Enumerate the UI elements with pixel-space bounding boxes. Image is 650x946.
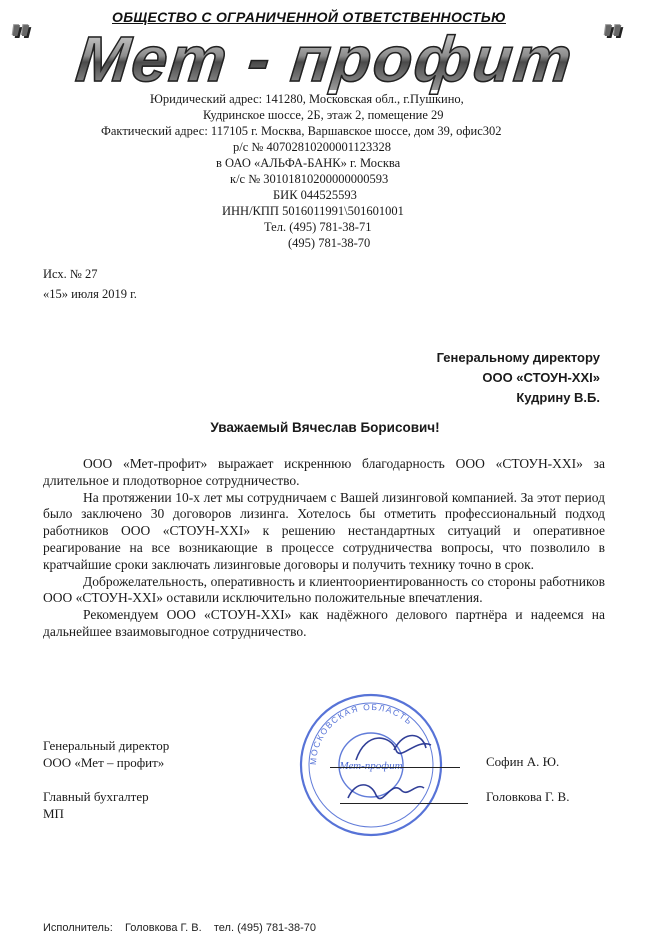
accountant-name: Головкова Г. В. (486, 789, 570, 804)
executor-phone: тел. (495) 781-38-70 (213, 922, 316, 934)
director-company: ООО «Мет – профит» (43, 755, 165, 770)
executor-label: Исполнитель: (43, 922, 113, 934)
org-form-title: ОБЩЕСТВО С ОГРАНИЧЕННОЙ ОТВЕТСТВЕННОСТЬЮ (112, 9, 506, 25)
executor-line (43, 922, 316, 934)
logo-quote-left: " (8, 16, 29, 65)
bik: БИК 044525593 (273, 188, 357, 202)
recipient-company: ООО «СТОУН-XXI» (482, 370, 600, 385)
bank-account: р/с № 40702810200001123328 (233, 140, 391, 154)
paragraph: ООО «Мет-профит» выражает искреннюю благодарность ООО «СТОУН-XXI» за длительное и плодотворное сотрудничество. (43, 456, 605, 488)
paragraph: Рекомендуем ООО «СТОУН-XXI» как надёжного делового партнёра и надеемся на дальнейшее взаимовыгодное сотрудничество. (43, 607, 605, 639)
letter-body (43, 456, 605, 641)
outgoing-number: Исх. № 27 (43, 267, 98, 281)
svg-text:МОСКОВСКАЯ ОБЛАСТЬ (308, 702, 415, 765)
executor-name: Головкова Г. В. (124, 922, 202, 934)
greeting: Уважаемый Вячеслав Борисович! (210, 420, 440, 435)
mp-mark: МП (43, 806, 64, 821)
stamp-outer-text: МОСКОВСКАЯ ОБЛАСТЬ (307, 701, 415, 766)
legal-address-line-1: Юридический адрес: 141280, Московская обл., г.Пушкино, (150, 92, 464, 106)
company-logo-name: Мет - профит (57, 28, 594, 90)
corr-account: к/с № 30101810200000000593 (230, 172, 389, 186)
recipient-name: Кудрину В.Б. (516, 390, 600, 405)
director-signature-line (330, 767, 460, 768)
letter-date: «15» июля 2019 г. (43, 287, 137, 301)
phone-2: (495) 781-38-70 (288, 236, 371, 250)
paragraph: Доброжелательность, оперативность и клиентоориентированность со стороны работников ООО «СТОУН-XXI» оставили исключительно положительные впечатления. (43, 573, 605, 606)
director-position: Генеральный директор (43, 738, 170, 753)
accountant-signature-line (340, 803, 468, 804)
phone-1: Тел. (495) 781-38-71 (264, 220, 372, 234)
director-title (43, 737, 169, 771)
recipient-block (437, 348, 600, 408)
accountant-position: Главный бухгалтер (43, 789, 149, 804)
logo-quote-right: " (600, 16, 621, 65)
paragraph: На протяжении 10-х лет мы сотрудничаем с Вашей лизинговой компанией. За этот период было заключено 30 договоров лизинга. Хотелось бы отметить профессиональный подход работников ООО «СТОУН-XXI» к решению нестандартных ситуаций и оперативное реагирование на все возникающие в процессе сотрудничества вопросы, что позволило в кратчайшие сроки заключать лизинговые договоры и получить технику точно в срок. (43, 489, 605, 572)
company-seal-stamp (296, 690, 446, 840)
accountant-title (43, 788, 149, 822)
inn-kpp: ИНН/КПП 5016011991\501601001 (222, 204, 404, 218)
actual-address: Фактический адрес: 117105 г. Москва, Варшавское шоссе, дом 39, офис302 (101, 124, 502, 138)
stamp-center-text: Мет-профит (339, 760, 403, 772)
recipient-position: Генеральному директору (436, 350, 600, 365)
director-name: Софин А. Ю. (486, 754, 560, 769)
bank-name: в ОАО «АЛЬФА-БАНК» г. Москва (216, 156, 401, 170)
legal-address-line-2: Кудринское шоссе, 2Б, этаж 2, помещение 29 (203, 108, 444, 122)
